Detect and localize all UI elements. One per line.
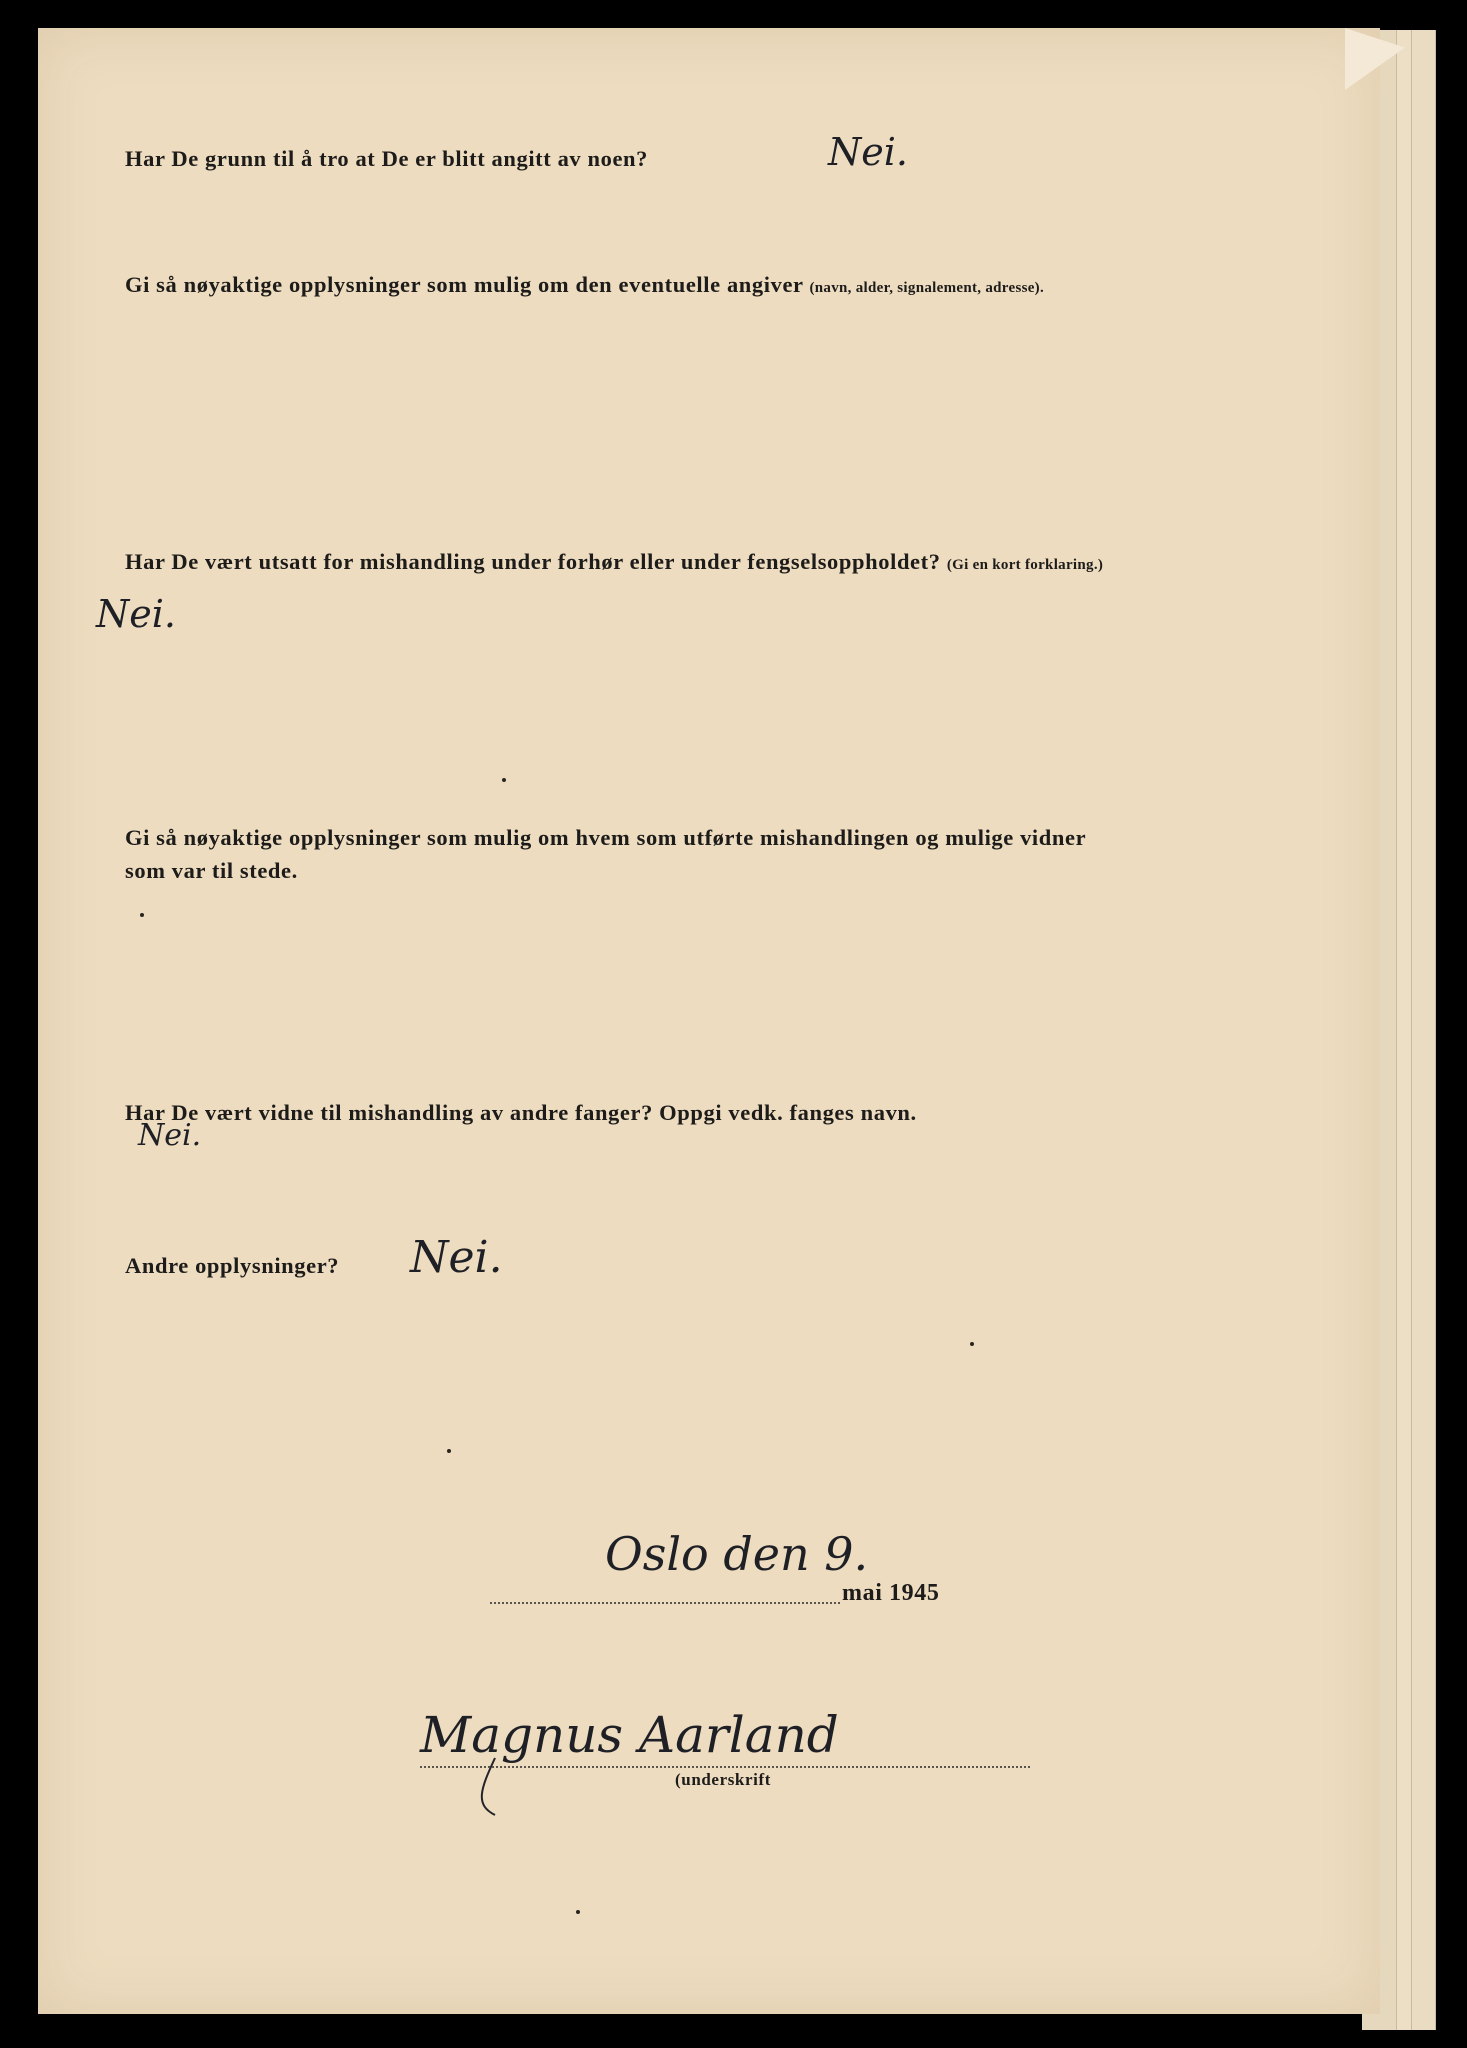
- signature-stroke: [420, 1700, 760, 1820]
- question-mistreatment-note: (Gi en kort forklaring.): [946, 557, 1104, 573]
- date-dotted-line: [490, 1602, 840, 1604]
- date-printed: mai 1945: [842, 1580, 940, 1606]
- ink-speck: [447, 1449, 451, 1453]
- signature-dotted-line: [420, 1766, 1030, 1768]
- ink-speck: [140, 913, 144, 917]
- question-informer-note: (navn, alder, signalement, adresse).: [809, 280, 1045, 296]
- signature: Magnus Aarland: [420, 1706, 839, 1764]
- answer-other-info: Nei.: [410, 1232, 503, 1283]
- ink-speck: [576, 1910, 580, 1914]
- signature-label: (underskrift: [675, 1770, 771, 1789]
- answer-mistreatment: Nei.: [96, 592, 176, 636]
- ink-speck: [970, 1342, 974, 1346]
- date-place-handwritten: Oslo den 9.: [605, 1527, 869, 1581]
- ink-speck: [502, 778, 506, 782]
- question-witness: Har De vært vidne til mishandling av andre fanger? Oppgi vedk. fanges navn.: [125, 1100, 917, 1125]
- question-mistreatment: Har De vært utsatt for mishandling under forhør eller under fengselsoppholdet? (Gi en kort forklaring.): [125, 549, 1104, 574]
- question-perpetrators-line1: Gi så nøyaktige opplysninger som mulig om hvem som utførte mishandlingen og mulige vidner: [125, 825, 1087, 850]
- question-reported: Har De grunn til å tro at De er blitt angitt av noen?: [125, 146, 649, 171]
- answer-reported: Nei.: [828, 130, 908, 174]
- question-informer-details: Gi så nøyaktige opplysninger som mulig om den eventuelle angiver (navn, alder, signalement, adresse).: [125, 272, 1045, 297]
- question-perpetrators-line2: som var til stede.: [125, 858, 298, 883]
- answer-witness: Nei.: [138, 1118, 202, 1153]
- question-other-info: Andre opplysninger?: [125, 1253, 340, 1278]
